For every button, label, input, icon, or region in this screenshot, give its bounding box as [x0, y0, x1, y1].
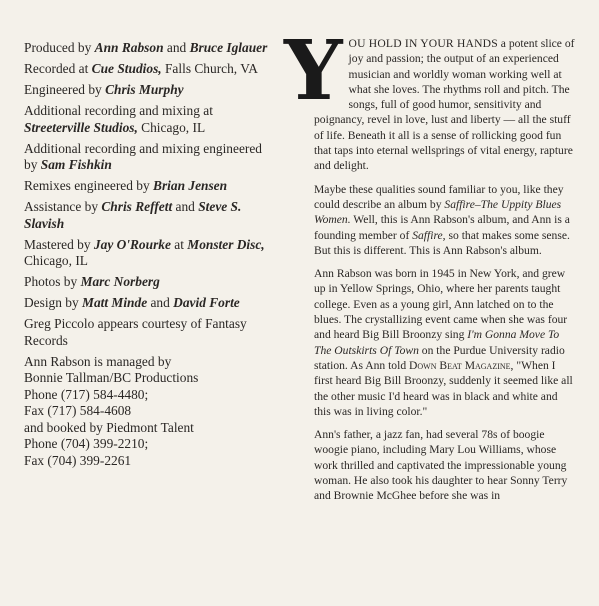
credit-text: Falls Church, VA — [161, 61, 258, 76]
credit-name: Cue Studios, — [91, 61, 162, 76]
credit-line — [24, 274, 276, 291]
credit-text: Chicago, IL — [137, 119, 206, 135]
credit-text: Engineered by — [24, 82, 106, 97]
credit-name: Steve S. Slavish — [24, 199, 242, 231]
paragraph-text: "When I first heard Big Bill Broonzy, suddenly it seemed like all the other music I'd heard was in black and white and this was in living color." — [314, 358, 573, 418]
paragraph-text: Ann Rabson was born in 1945 in New York, and grew up in Yellow Springs, Ohio, where her parents taught college. Even as a young girl, Ann latched on to the blues. The crystallizing event came when she was four and heard Big Bill Broonzy sing — [314, 267, 568, 342]
credit-name: David Forte — [173, 295, 240, 310]
credit-line — [24, 354, 276, 470]
drop-cap: Y — [284, 23, 343, 119]
essay-paragraph — [314, 427, 576, 503]
credit-text: Produced by — [24, 40, 95, 55]
credit-name: Chris Murphy — [105, 82, 184, 97]
credit-name: Chris Reffett — [101, 199, 173, 214]
styled-text: OU HOLD IN YOUR HANDS — [348, 37, 498, 50]
title-text: Saffire, — [412, 228, 446, 242]
credit-text: Additional recording and mixing engineered by — [24, 140, 262, 172]
credit-text: Chicago, IL — [24, 253, 88, 268]
credit-name: Sam Fishkin — [40, 157, 112, 172]
credit-name: Brian Jensen — [153, 178, 228, 193]
credit-line — [24, 199, 276, 232]
title-text: I'm Gonna Move To The Outskirts Of Town — [314, 328, 560, 357]
credit-text: and — [147, 295, 174, 310]
credit-line — [24, 82, 276, 99]
credit-line — [24, 40, 276, 57]
credit-line — [24, 237, 276, 270]
credit-text: Mastered by — [24, 236, 94, 252]
credit-text: Design by — [24, 295, 83, 310]
credit-name: Jay O'Rourke — [93, 236, 171, 252]
essay-body — [314, 36, 576, 504]
essay-paragraph — [314, 266, 576, 419]
essay-column — [284, 23, 576, 512]
credit-text: at — [170, 236, 188, 252]
credit-text: Photos by — [24, 274, 81, 289]
credit-line — [24, 295, 276, 312]
paragraph-text: Ann's father, a jazz fan, had several 78s of boogie woogie piano, including Mary Lou Williams, whose work thrilled and captivated the impressionable young woman. He also took his daughter to hear Sonny Terry and Brownie McGhee before she was in — [314, 428, 568, 503]
credit-text: Recorded at — [24, 61, 92, 76]
credit-text: Assistance by — [24, 199, 102, 214]
credit-name: Matt Minde — [82, 295, 148, 310]
credit-name: Bruce Iglauer — [189, 40, 268, 55]
credits-column — [24, 40, 276, 474]
credit-name: Streeterville Studios, — [24, 119, 138, 135]
essay-paragraph — [314, 182, 576, 258]
credit-text: and — [172, 199, 199, 214]
credit-line — [24, 61, 276, 78]
credit-name: Ann Rabson — [94, 40, 164, 55]
credit-line — [24, 103, 276, 136]
credit-text: Remixes engineered by — [24, 178, 154, 193]
credit-line — [24, 178, 276, 195]
styled-text: Down Beat Magazine, — [409, 358, 514, 372]
paragraph-text: Maybe these qualities sound familiar to you, like they could describe an album by — [314, 182, 564, 211]
credit-name: Marc Norberg — [80, 274, 160, 289]
credit-text: and — [163, 40, 190, 55]
credit-text: Ann Rabson is managed by Bonnie Tallman/BC Productions Phone (717) 584-4480; Fax (717) 584-4608 and booked by Piedmont Talent Phone (704) 399-2210; Fax (704) 399-2261 — [24, 353, 199, 468]
paragraph-text: on the Purdue University radio station. As Ann told — [314, 343, 565, 372]
title-text: Saffire–The Uppity Blues Women. — [314, 197, 562, 227]
credit-text: Additional recording and mixing at — [24, 103, 213, 118]
essay-paragraph — [314, 36, 576, 174]
paragraph-text: a potent slice of joy and passion; the output of an experienced musician and worldly woman working well at what she loves. The rhythms roll and pitch. The songs, full of good humor, sensitivity and poignancy, revel in love, lust and liberty — all the stuff of life. Beneath it all is a sense of rollicking good fun that taps into eternal wellsprings of vital energy, rapture and delight. — [314, 37, 575, 173]
paragraph-text: Well, this is Ann Rabson's album, and Ann is a founding member of — [314, 213, 570, 242]
credit-line — [24, 316, 276, 349]
credit-name: Monster Disc, — [187, 236, 265, 252]
paragraph-text: so that makes some sense. But this is different. This is Ann Rabson's album. — [314, 228, 570, 257]
credit-line — [24, 141, 276, 174]
credit-text: Greg Piccolo appears courtesy of Fantasy Records — [24, 316, 247, 348]
